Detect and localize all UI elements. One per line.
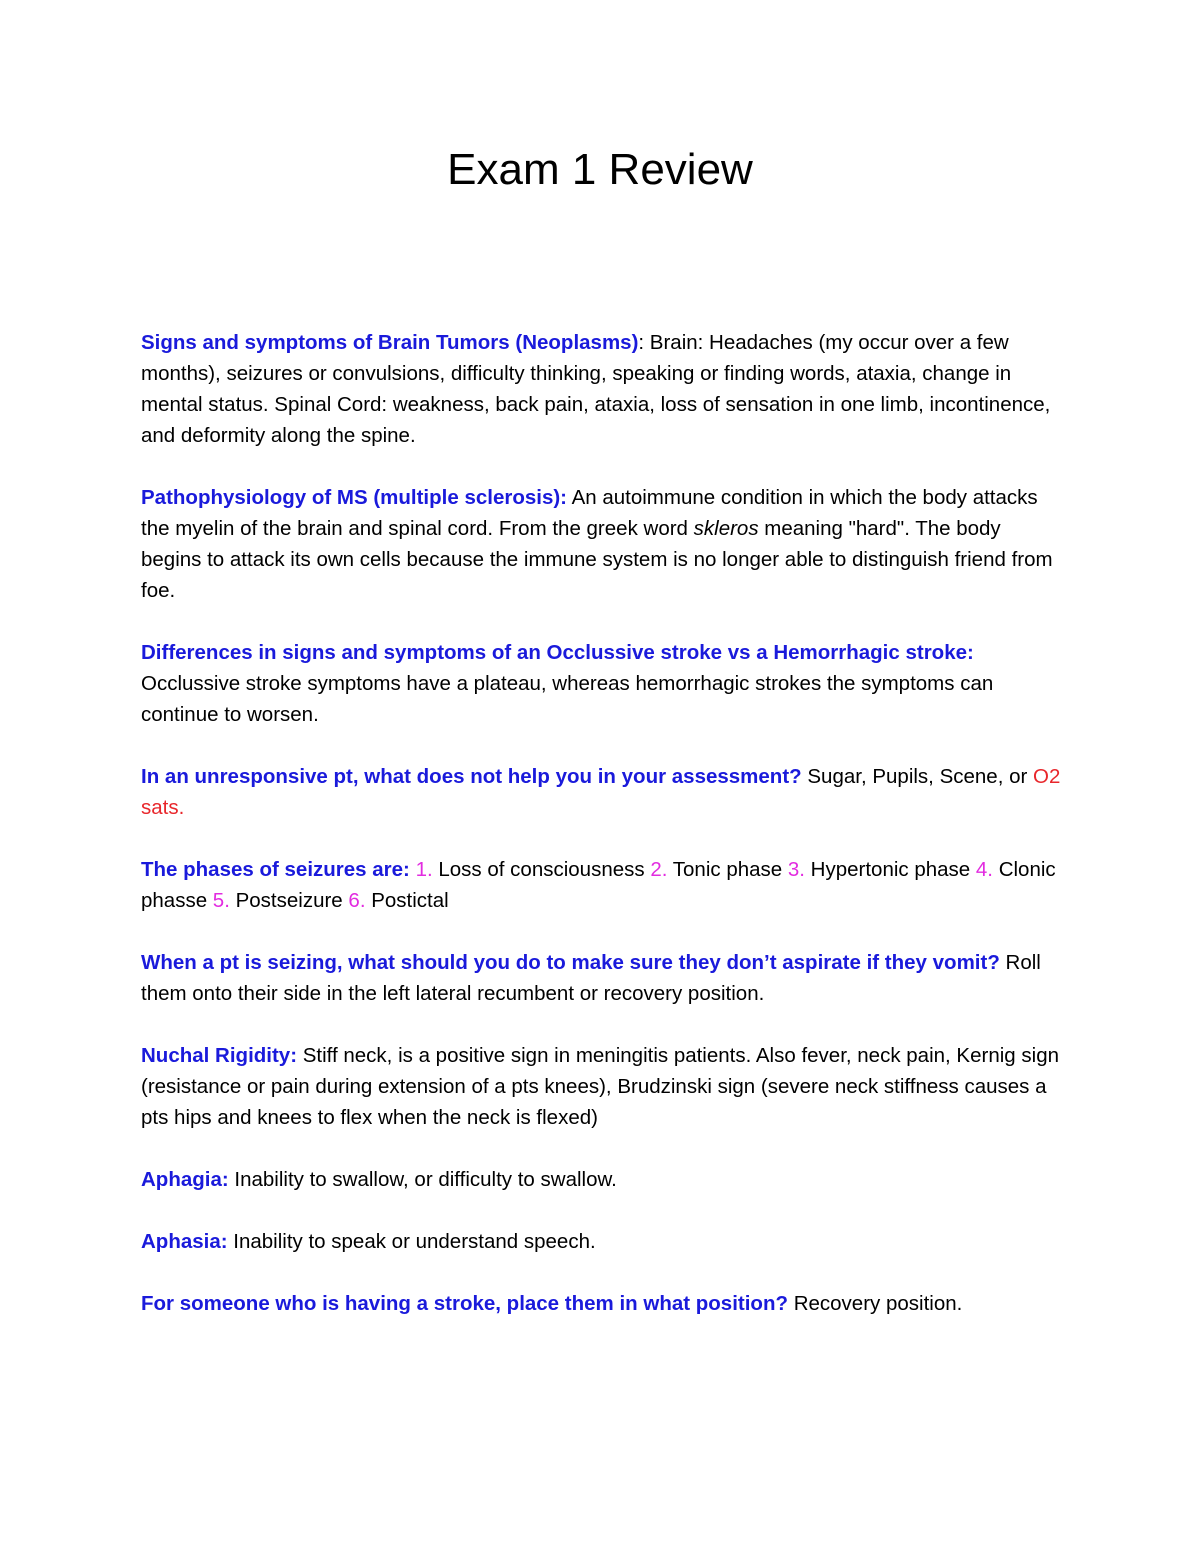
- section-answer-highlight: O2 sats.: [141, 765, 1061, 819]
- section-question: Signs and symptoms of Brain Tumors (Neoplasms): [141, 331, 639, 354]
- phase-number: 6.: [342, 889, 366, 912]
- phase-number: 5.: [207, 889, 230, 912]
- section-stroke-position: [141, 1288, 1061, 1319]
- section-question: Pathophysiology of MS (multiple sclerosis):: [141, 486, 567, 509]
- section-brain-tumors: [141, 327, 1061, 451]
- phase-text: Tonic phase: [667, 858, 783, 881]
- section-answer: Recovery position.: [788, 1292, 963, 1315]
- section-question: In an unresponsive pt, what does not help you in your assessment?: [141, 765, 802, 788]
- section-unresponsive-assessment: [141, 761, 1061, 823]
- phase-number: 2.: [644, 858, 668, 881]
- section-answer: Brain: Headaches (my occur over a few months), seizures or convulsions, difficulty thinking, speaking or finding words, ataxia, change in mental status. Spinal Cord: weakness, back pain, ataxia, loss of sensation in one limb, incontinence, and deformity along the spine.: [141, 331, 1051, 447]
- section-question: When a pt is seizing, what should you do to make sure they don’t aspirate if they vomit?: [141, 951, 1000, 974]
- section-question: For someone who is having a stroke, place them in what position?: [141, 1292, 788, 1315]
- phase-text: Postictal: [365, 889, 449, 912]
- phase-text: Clonic phasse: [141, 858, 1056, 912]
- section-answer-italic: skleros: [693, 517, 759, 540]
- document-title: Exam 1 Review: [447, 145, 753, 194]
- section-ms-pathophysiology: [141, 482, 1061, 606]
- section-question: Nuchal Rigidity:: [141, 1044, 298, 1067]
- section-answer: Sugar, Pupils, Scene, or: [801, 765, 1034, 788]
- section-answer: meaning "hard". The body begins to attack its own cells because the immune system is no longer able to distinguish friend from foe.: [141, 517, 1053, 602]
- section-aphagia: [141, 1164, 1061, 1195]
- section-question: The phases of seizures are:: [141, 858, 410, 881]
- section-question: Aphagia:: [141, 1168, 229, 1191]
- phase-text: Hypertonic phase: [804, 858, 971, 881]
- section-nuchal-rigidity: [141, 1040, 1061, 1133]
- section-stroke-differences: [141, 637, 1061, 730]
- section-answer: Stiff neck, is a positive sign in meningitis patients. Also fever, neck pain, Kernig sign (resistance or pain during extension of a pts knees), Brudzinski sign (severe neck stiffness causes a pts hips and knees to flex when the neck is flexed): [141, 1044, 1059, 1129]
- section-aphasia: [141, 1226, 1061, 1257]
- document-body: [141, 327, 1061, 1350]
- section-answer: Occlussive stroke symptoms have a plateau, whereas hemorrhagic strokes the symptoms can continue to worsen.: [141, 672, 994, 726]
- section-colon: :: [638, 331, 645, 354]
- phase-number: 3.: [782, 858, 805, 881]
- section-seizure-phases: [141, 854, 1061, 916]
- section-answer: Inability to speak or understand speech.: [227, 1230, 596, 1253]
- section-question: Differences in signs and symptoms of an Occlussive stroke vs a Hemorrhagic stroke:: [141, 641, 974, 664]
- section-seizure-aspiration: [141, 947, 1061, 1009]
- section-question: Aphasia:: [141, 1230, 228, 1253]
- phase-number: 1.: [409, 858, 433, 881]
- phase-text: Loss of consciousness: [432, 858, 645, 881]
- phase-number: 4.: [970, 858, 993, 881]
- section-answer: An autoimmune condition in which the body attacks the myelin of the brain and spinal cord. From the greek word: [141, 486, 1038, 540]
- phase-text: Postseizure: [229, 889, 343, 912]
- section-answer: Roll them onto their side in the left lateral recumbent or recovery position.: [141, 951, 1041, 1005]
- section-answer: Inability to swallow, or difficulty to swallow.: [228, 1168, 617, 1191]
